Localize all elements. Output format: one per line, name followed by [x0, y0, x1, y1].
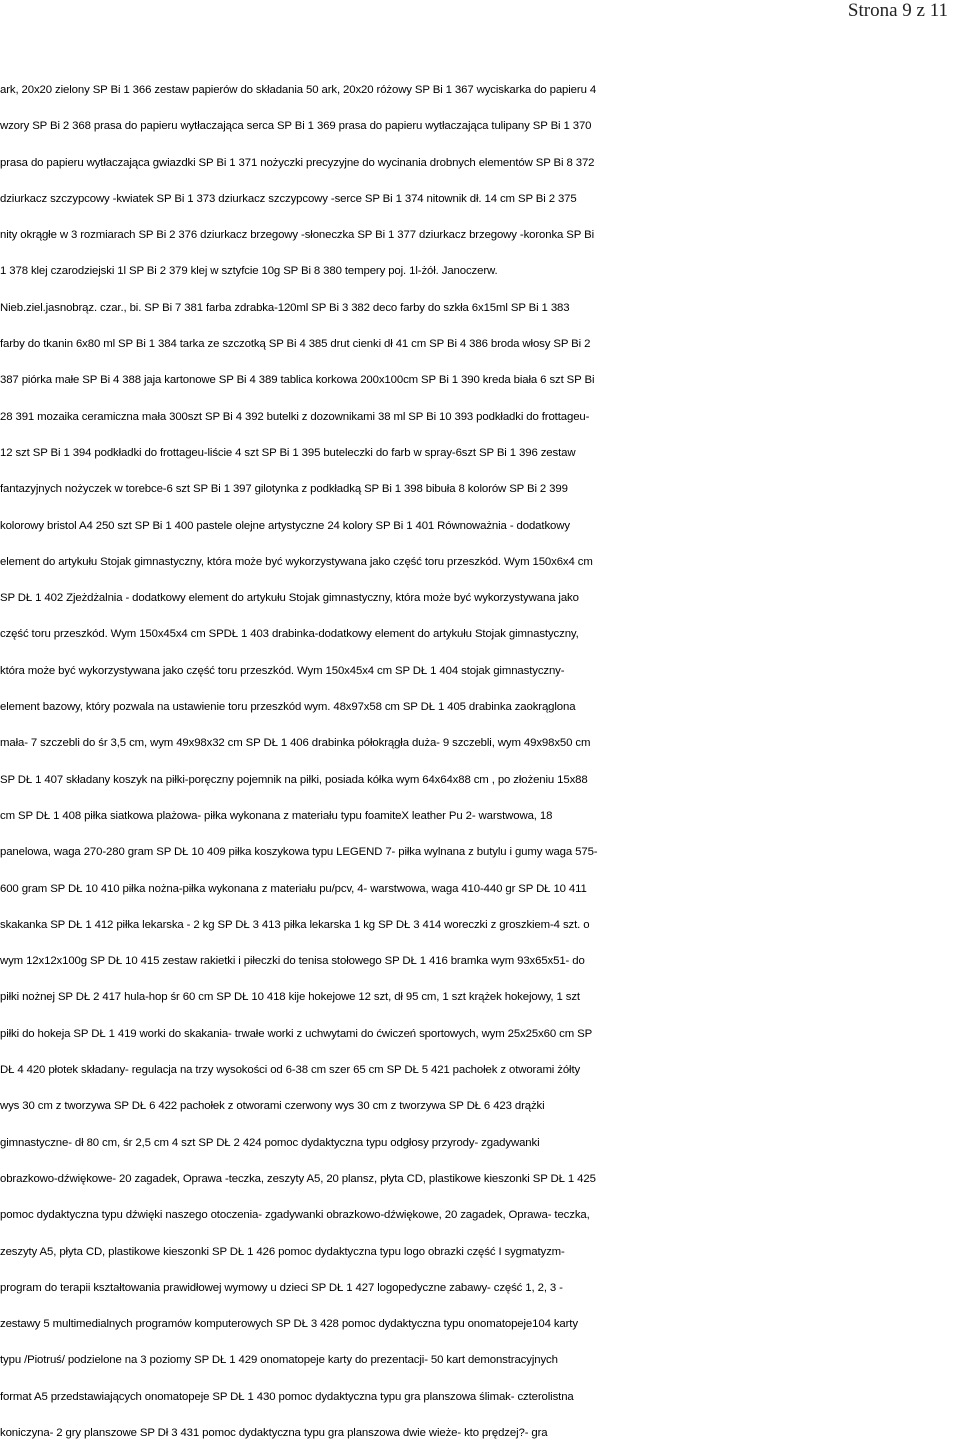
text-line: element bazowy, który pozwala na ustawienie toru przeszkód wym. 48x97x58 cm SP DŁ 1 405 drabinka zaokrąglona	[0, 701, 576, 714]
text-line: 28 391 mozaika ceramiczna mała 300szt SP Bi 4 392 butelki z dozownikami 38 ml SP Bi 10 393 podkładki do frottageu-	[0, 410, 590, 423]
text-line: 12 szt SP Bi 1 394 podkładki do frottageu-liście 4 szt SP Bi 1 395 buteleczki do farb w spray-6szt SP Bi 1 396 zestaw	[0, 446, 576, 459]
text-line: skakanka SP DŁ 1 412 piłka lekarska - 2 kg SP DŁ 3 413 piłka lekarska 1 kg SP DŁ 3 414 woreczki z groszkiem-4 szt. o	[0, 918, 590, 931]
text-line: gimnastyczne- dł 80 cm, śr 2,5 cm 4 szt SP DŁ 2 424 pomoc dydaktyczna typu odgłosy przyrody- zgadywanki	[0, 1136, 540, 1149]
text-line: kolorowy bristol A4 250 szt SP Bi 1 400 pastele olejne artystyczne 24 kolory SP Bi 1 401 Równoważnia - dodatkowy	[0, 519, 570, 532]
text-line: wym 12x12x100g SP DŁ 10 415 zestaw rakietki i piłeczki do tenisa stołowego SP DŁ 1 416 bramka wym 93x65x51- do	[0, 955, 585, 968]
text-line: format A5 przedstawiających onomatopeje SP DŁ 1 430 pomoc dydaktyczna typu gra planszowa ślimak- czterolistna	[0, 1390, 574, 1403]
text-line: SP DŁ 1 402 Zjeżdżalnia - dodatkowy element do artykułu Stojak gimnastyczny, która może być wykorzystywana jako	[0, 592, 579, 605]
text-line: mała- 7 szczebli do śr 3,5 cm, wym 49x98x32 cm SP DŁ 1 406 drabinka półokrągła duża- 9 szczebli, wym 49x98x50 cm	[0, 737, 591, 750]
text-line: SP DŁ 1 407 składany koszyk na piłki-poręczny pojemnik na piłki, posiada kółka wym 64x64x88 cm , po złożeniu 15x88	[0, 773, 588, 786]
text-line: nity okrągłe w 3 rozmiarach SP Bi 2 376 dziurkacz brzegowy -słoneczka SP Bi 1 377 dziurkacz brzegowy -koronka SP Bi	[0, 229, 594, 242]
text-line: część toru przeszkód. Wym 150x45x4 cm SPDŁ 1 403 drabinka-dodatkowy element do artykułu Stojak gimnastyczny,	[0, 628, 579, 641]
text-line: ark, 20x20 zielony SP Bi 1 366 zestaw papierów do składania 50 ark, 20x20 różowy SP Bi 1 367 wyciskarka do papieru 4	[0, 84, 597, 96]
text-line: prasa do papieru wytłaczająca gwiazdki SP Bi 1 371 nożyczki precyzyjne do wycinania drobnych elementów SP Bi 8 372	[0, 156, 595, 169]
text-line: wzory SP Bi 2 368 prasa do papieru wytłaczająca serca SP Bi 1 369 prasa do papieru wytłaczająca tulipany SP Bi 1 370	[0, 120, 592, 133]
text-line: która może być wykorzystywana jako część toru przeszkód. Wym 150x45x4 cm SP DŁ 1 404 stojak gimnastyczny-	[0, 664, 565, 677]
text-line: koniczyna- 2 gry planszowe SP Dł 3 431 pomoc dydaktyczna typu gra planszowa dwie wieże- kto prędzej?- gra	[0, 1426, 548, 1439]
text-line: obrazkowo-dźwiękowe- 20 zagadek, Oprawa -teczka, zeszyty A5, 20 plansz, płyta CD, plastikowe kieszonki SP DŁ 1 425	[0, 1172, 596, 1185]
text-line: dziurkacz szczypcowy -kwiatek SP Bi 1 373 dziurkacz szczypcowy -serce SP Bi 1 374 nitownik dł. 14 cm SP Bi 2 375	[0, 192, 577, 205]
text-line: DŁ 4 420 płotek składany- regulacja na trzy wysokości od 6-38 cm szer 65 cm SP DŁ 5 421 pachołek z otworami żółty	[0, 1064, 581, 1077]
text-line: Nieb.ziel.jasnobrąz. czar., bi. SP Bi 7 381 farba zdrabka-120ml SP Bi 3 382 deco farby do szkła 6x15ml SP Bi 1 383	[0, 301, 570, 314]
text-line: piłki do hokeja SP DŁ 1 419 worki do skakania- trwałe worki z uchwytami do ćwiczeń sportowych, wym 25x25x60 cm SP	[0, 1027, 593, 1040]
page-header	[0, 0, 960, 40]
document-body	[0, 72, 960, 1451]
text-line: fantazyjnych nożyczek w torebce-6 szt SP Bi 1 397 gilotynka z podkładką SP Bi 1 398 bibuła 8 kolorów SP Bi 2 399	[0, 483, 568, 496]
text-line: element do artykułu Stojak gimnastyczny, która może być wykorzystywana jako część toru przeszkód. Wym 150x6x4 cm	[0, 555, 593, 568]
text-line: piłki nożnej SP DŁ 2 417 hula-hop śr 60 cm SP DŁ 10 418 kije hokejowe 12 szt, dł 95 cm, 1 szt krążek hokejowy, 1 szt	[0, 991, 580, 1004]
text-line: zeszyty A5, płyta CD, plastikowe kieszonki SP DŁ 1 426 pomoc dydaktyczna typu logo obrazki część I sygmatyzm-	[0, 1245, 565, 1258]
text-line: 387 piórka małe SP Bi 4 388 jaja kartonowe SP Bi 4 389 tablica korkowa 200x100cm SP Bi 1 390 kreda biała 6 szt SP Bi	[0, 374, 595, 387]
text-line: program do terapii kształtowania prawidłowej wymowy u dzieci SP DŁ 1 427 logopedyczne zabawy- część 1, 2, 3 -	[0, 1281, 563, 1294]
text-line: pomoc dydaktyczna typu dźwięki naszego otoczenia- zgadywanki obrazkowo-dźwiękowe, 20 zagadek, Oprawa- teczka,	[0, 1209, 590, 1222]
text-line: typu /Piotruś/ podzielone na 3 poziomy SP DŁ 1 429 onomatopeje karty do prezentacji- 50 kart demonstracyjnych	[0, 1354, 558, 1367]
text-line: panelowa, waga 270-280 gram SP DŁ 10 409 piłka koszykowa typu LEGEND 7- piłka wylnana z butylu i gumy waga 575-	[0, 846, 598, 859]
text-line: farby do tkanin 6x80 ml SP Bi 1 384 tarka ze szczotką SP Bi 4 385 drut cienki dł 41 cm SP Bi 4 386 broda włosy SP Bi 2	[0, 338, 591, 351]
text-line: wys 30 cm z tworzywa SP DŁ 6 422 pachołek z otworami czerwony wys 30 cm z tworzywa SP DŁ 6 423 drążki	[0, 1100, 545, 1113]
text-line: 1 378 klej czarodziejski 1l SP Bi 2 379 klej w sztyfcie 10g SP Bi 8 380 tempery poj. 1l-żół. Janoczerw.	[0, 265, 498, 278]
text-line: 600 gram SP DŁ 10 410 piłka nożna-piłka wykonana z materiału pu/pcv, 4- warstwowa, waga 410-440 gr SP DŁ 10 411	[0, 882, 587, 895]
text-line: cm SP DŁ 1 408 piłka siatkowa plażowa- piłka wykonana z materiału typu foamiteX leather Pu 2- warstwowa, 18	[0, 809, 553, 822]
page-number: Strona 9 z 11	[847, 0, 948, 21]
text-line: zestawy 5 multimedialnych programów komputerowych SP DŁ 3 428 pomoc dydaktyczna typu onomatopeje104 karty	[0, 1318, 578, 1331]
